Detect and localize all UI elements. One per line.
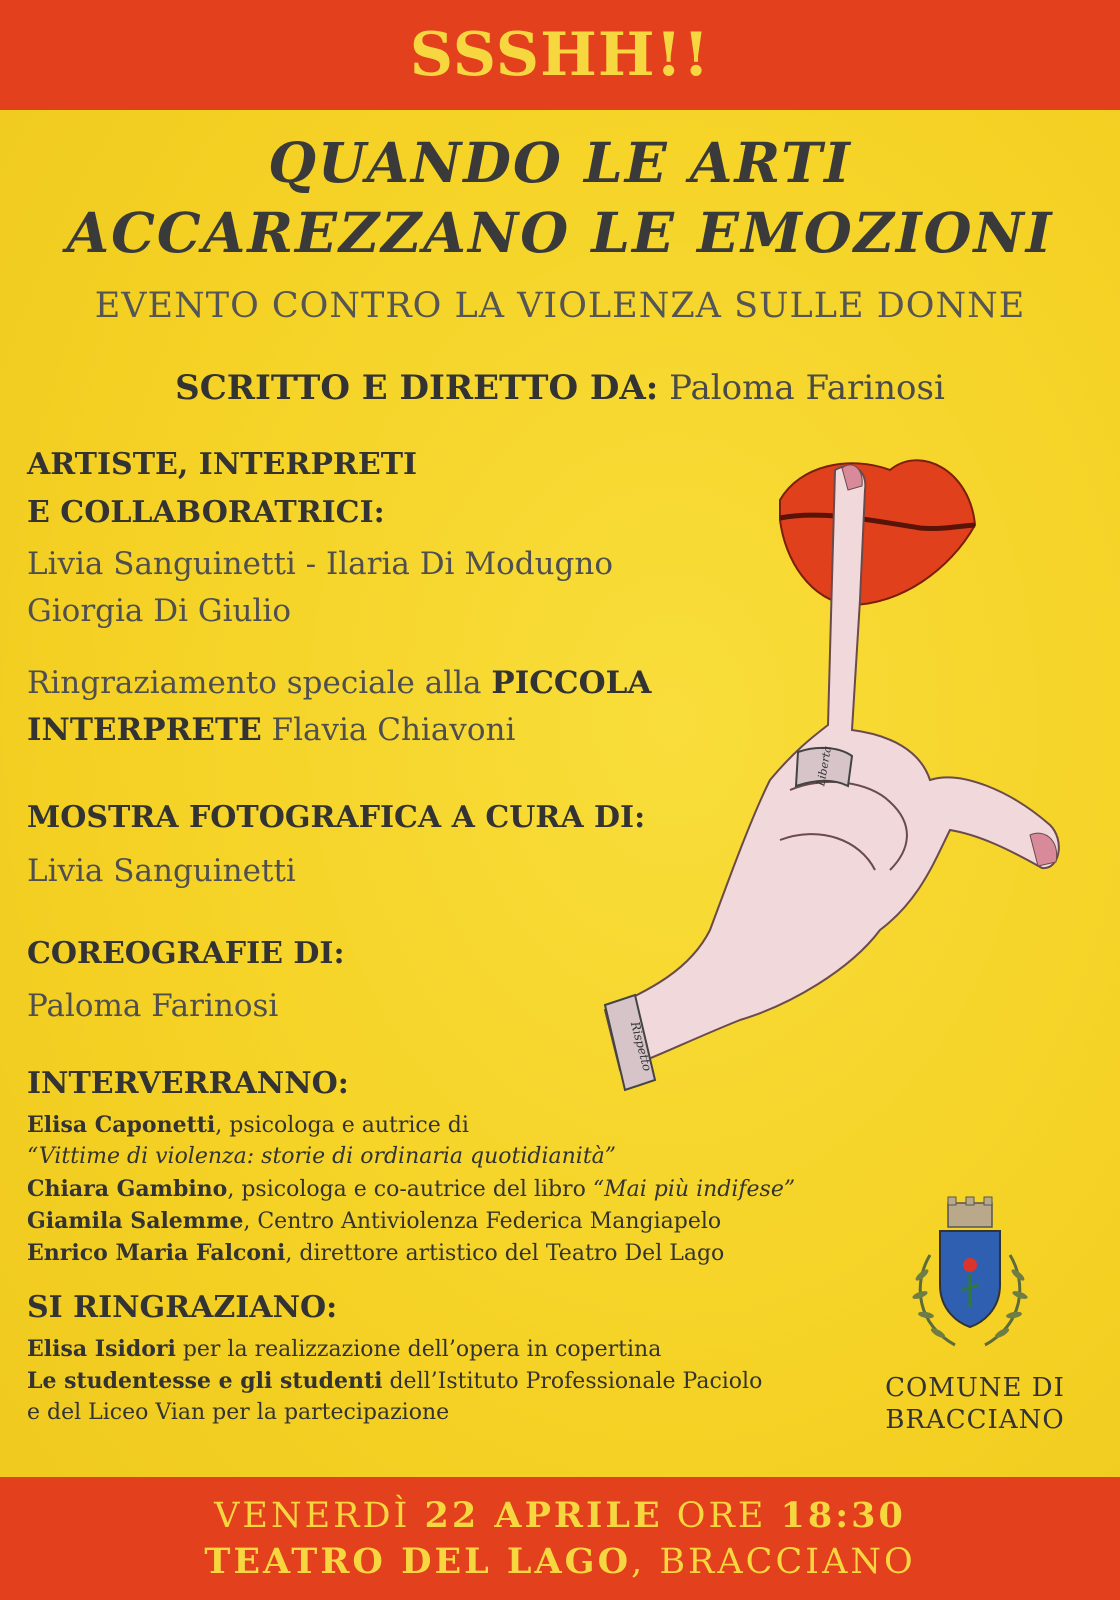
speaker-2-book: “Mai più indifese”: [592, 1177, 796, 1202]
date-line: [214, 1493, 906, 1539]
comune-line-1: COMUNE DI: [885, 1373, 1065, 1403]
acknowledgements-heading: SI RINGRAZIANO:: [27, 1290, 338, 1325]
ack-2-name: Le studentesse e gli studenti: [27, 1368, 383, 1394]
comune-line-2: BRACCIANO: [885, 1405, 1065, 1435]
date-ore: ORE: [662, 1495, 781, 1536]
date-value: 22 APRILE: [424, 1494, 663, 1536]
speaker-4-name: Enrico Maria Falconi: [27, 1240, 286, 1266]
top-banner: [0, 0, 1120, 110]
speaker-4-role: , direttore artistico del Teatro Del Lago: [285, 1241, 725, 1266]
artists-heading-1: ARTISTE, INTERPRETI: [27, 447, 418, 482]
shout-title: SSSHH!!: [409, 20, 711, 90]
date-day: VENERDÌ: [214, 1495, 425, 1536]
artists-line-2: Giorgia Di Giulio: [27, 593, 292, 629]
speaker-1-role: , psicologa e autrice di: [215, 1113, 469, 1138]
ack-1-text: per la realizzazione dell’opera in copertina: [175, 1337, 662, 1362]
special-thanks-line-2: [27, 712, 515, 748]
special-thanks-line-1: [27, 665, 651, 701]
choreo-heading: COREOGRAFIE DI:: [27, 936, 345, 971]
special-thanks-bold-1: PICCOLA: [491, 665, 652, 701]
written-directed-line: [0, 368, 1120, 408]
speaker-1-book-line: [27, 1144, 616, 1169]
special-thanks-bold-2: INTERPRETE: [27, 712, 262, 748]
venue-line: [204, 1539, 915, 1585]
bottom-banner: [0, 1477, 1120, 1600]
special-thanks-pre: Ringraziamento speciale alla: [27, 665, 492, 701]
speaker-2-role: , psicologa e co-autrice del libro: [227, 1177, 593, 1202]
speaker-1-book: “Vittime di violenza: storie di ordinaria quotidianità”: [27, 1144, 617, 1169]
time-value: 18:30: [780, 1494, 906, 1536]
ack-2: [27, 1368, 762, 1394]
speaker-3-role: , Centro Antiviolenza Federica Mangiapelo: [243, 1209, 722, 1234]
speaker-2-name: Chiara Gambino: [27, 1176, 228, 1202]
coat-of-arms-logo: [900, 1195, 1040, 1375]
bracelet-word: Rispetto: [627, 1020, 655, 1073]
ack-1-name: Elisa Isidori: [27, 1336, 176, 1362]
special-thanks-name: Flavia Chiavoni: [261, 712, 516, 748]
venue-city: , BRACCIANO: [631, 1541, 916, 1582]
hush-illustration: [590, 430, 1090, 1130]
choreo-name: Paloma Farinosi: [27, 988, 279, 1024]
ack-1: [27, 1336, 661, 1362]
artists-line-1: Livia Sanguinetti - Ilaria Di Modugno: [27, 546, 614, 582]
photo-heading: MOSTRA FOTOGRAFICA A CURA DI:: [27, 800, 646, 835]
main-title-line2: ACCAREZZANO LE EMOZIONI: [66, 200, 1054, 265]
speaker-4: [27, 1240, 724, 1266]
main-title-line1: QUANDO LE ARTI: [268, 130, 852, 195]
comune-label: [860, 1372, 1090, 1436]
written-name: Paloma Farinosi: [669, 368, 945, 408]
speaker-3-name: Giamila Salemme: [27, 1208, 244, 1234]
speaker-2: [27, 1176, 795, 1202]
ack-3: e del Liceo Vian per la partecipazione: [27, 1400, 450, 1425]
ack-2-text: dell’Istituto Professionale Paciolo: [382, 1369, 763, 1394]
ring-word: Libertà: [814, 744, 835, 788]
artists-heading-2: E COLLABORATRICI:: [27, 495, 385, 530]
speaker-3: [27, 1208, 721, 1234]
lips-shape: [780, 460, 975, 605]
speakers-heading: INTERVERRANNO:: [27, 1066, 349, 1101]
written-label: SCRITTO E DIRETTO DA:: [175, 368, 659, 408]
subtitle: EVENTO CONTRO LA VIOLENZA SULLE DONNE: [94, 286, 1026, 326]
speaker-1: [27, 1112, 469, 1138]
venue-name: TEATRO DEL LAGO: [204, 1540, 632, 1582]
speaker-1-name: Elisa Caponetti: [27, 1112, 216, 1138]
photo-name: Livia Sanguinetti: [27, 853, 296, 889]
